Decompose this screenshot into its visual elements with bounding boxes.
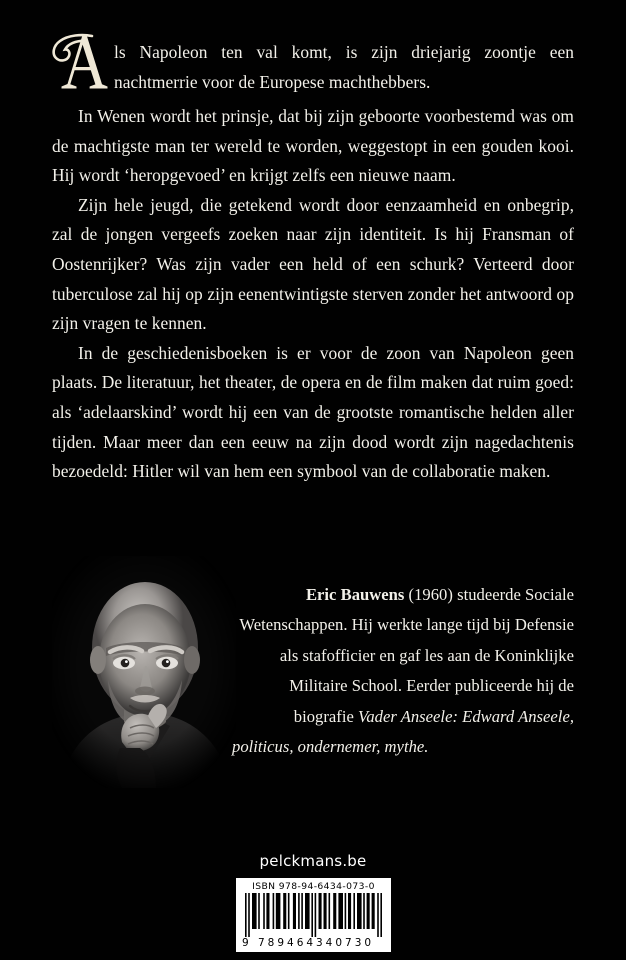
ean-right-group: 340730: [316, 937, 375, 949]
ean-lead-digit: 9: [242, 937, 249, 949]
ean-left-group: 789464: [258, 937, 317, 949]
blurb-paragraph-1: [52, 38, 574, 102]
previous-work-title: Vader Anseele: Edward Anseele,: [358, 706, 574, 726]
blurb-text-block: [52, 38, 574, 487]
blurb-paragraph-1-text: ls Napoleon ten val komt, is zijn driejarig zoontje een nachtmerrie voor de Europese machthebbers.: [114, 42, 574, 92]
publisher-website[interactable]: pelckmans.be: [259, 852, 367, 870]
drop-cap-letter-a: [52, 32, 110, 92]
isbn-barcode: [236, 878, 391, 952]
author-section: [0, 556, 626, 796]
blurb-paragraph-2: In Wenen wordt het prinsje, dat bij zijn geboorte voorbestemd was om de machtigste man ter wereld te worden, weggestopt in een gouden kooi. Hij wordt ‘heropgevoed’ en krijgt zelfs een nieuwe naam.: [52, 106, 574, 186]
author-portrait-photo: [52, 556, 236, 788]
blurb-paragraph-4: In de geschiedenisboeken is er voor de zoon van Napoleon geen plaats. De literatuur, het theater, de opera en de film maken dat ruim goed: als ‘adelaarskind’ wordt hij een van de grootste romantische helden aller tijden. Maar meer dan een eeuw na zijn dood wordt zijn nagedachtenis bezoedeld: Hitler wil van hem een symbool van de collaboratie maken.: [52, 342, 574, 482]
author-bio-part-1: (1960) studeerde Sociale Wetenschappen. Hij werkte lange tijd bij Defensie als stafofficier en gaf les aan de Koninklijke Militaire School. Eerder publiceerde hij de biografie: [239, 585, 574, 726]
barcode-digits: [236, 937, 391, 950]
author-name: Eric Bauwens: [305, 585, 405, 604]
previous-work-subtitle: politicus, ondernemer, mythe.: [232, 737, 429, 757]
barcode-bars: [245, 893, 382, 937]
isbn-number-label: ISBN 978-94-6434-073-0: [252, 881, 375, 892]
blurb-paragraph-3: Zijn hele jeugd, die getekend wordt door eenzaamheid en onbegrip, zal de jongen vergeefs zoeken naar zijn identiteit. Is hij Fransman of Oostenrijker? Was zijn vader een held of een schurk? Verteerd door tuberculose zal hij op zijn eenentwintigste sterven zonder het antwoord op zijn vragen te kennen.: [52, 194, 574, 334]
author-bio-text: [232, 580, 574, 762]
